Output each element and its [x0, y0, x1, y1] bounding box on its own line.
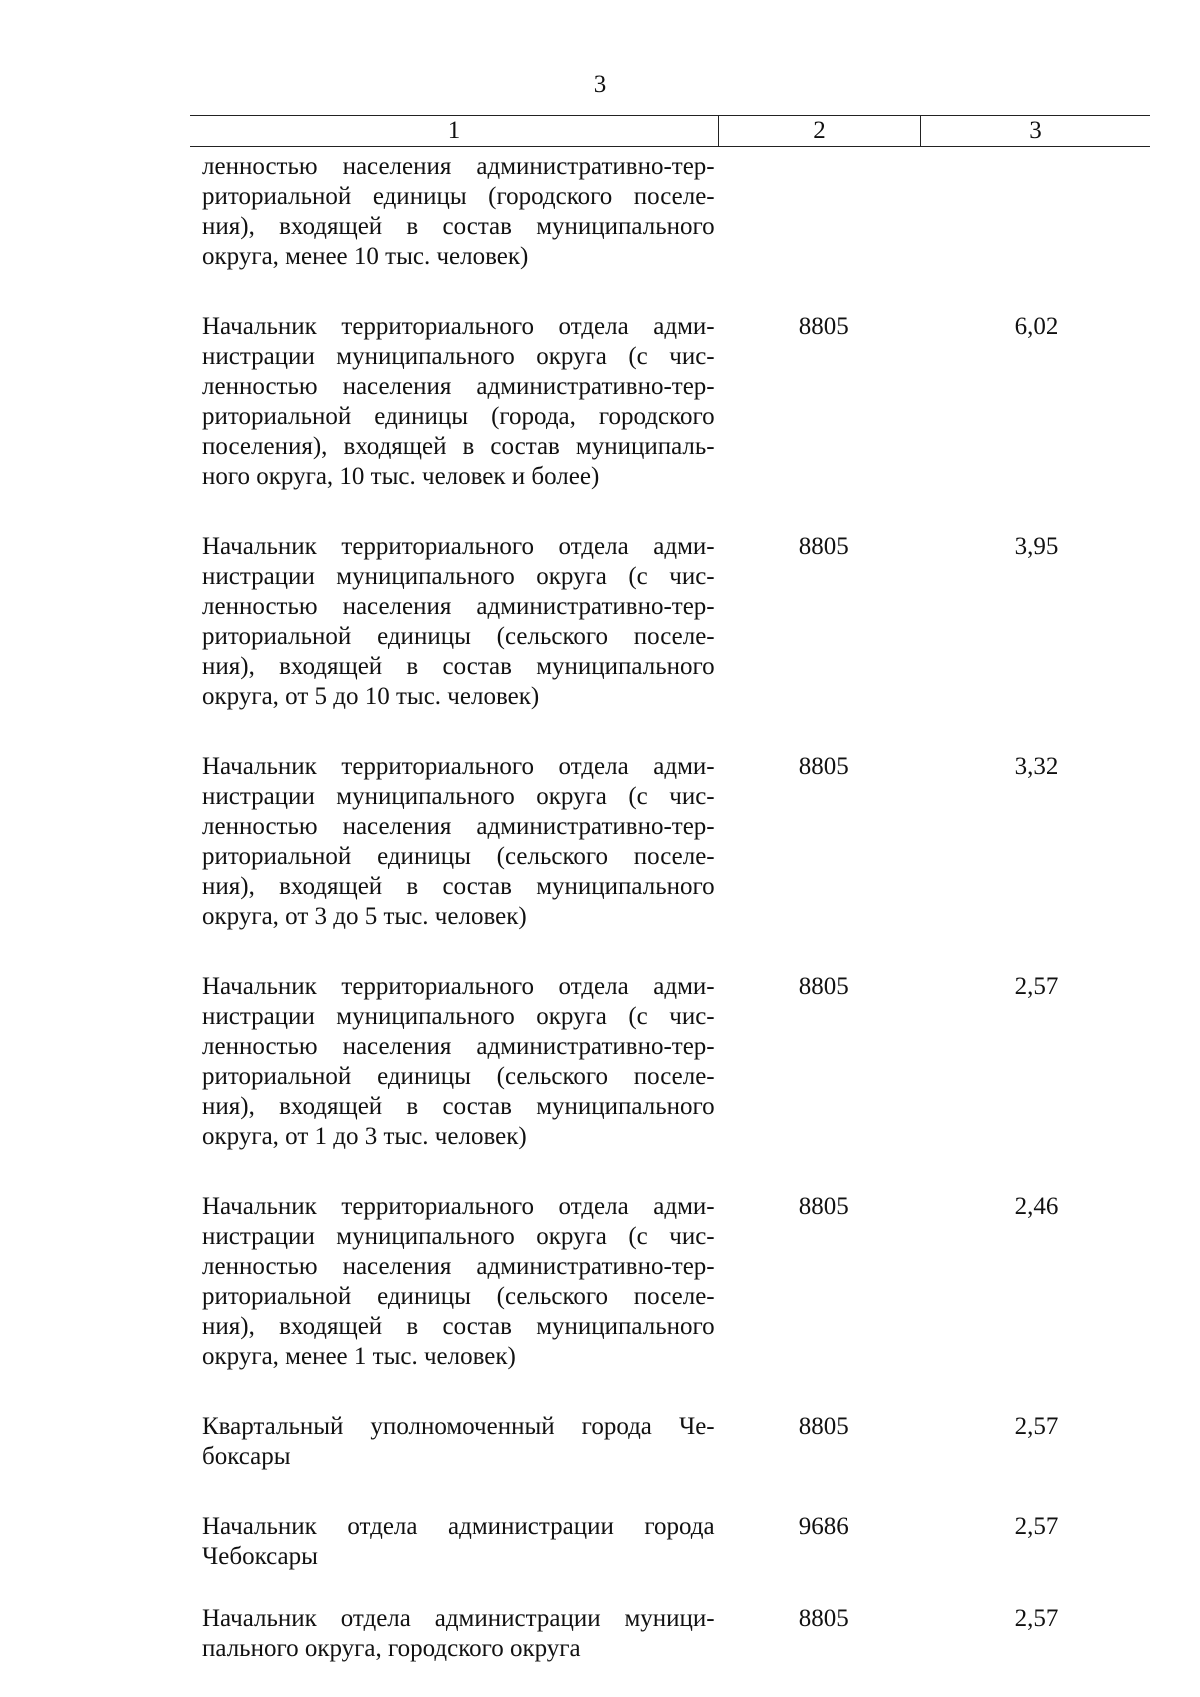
table-row	[190, 152, 1150, 272]
description-line: округа, менее 10 тыс. человек)	[202, 243, 529, 270]
table-row	[190, 972, 1150, 1152]
position-description	[190, 1192, 715, 1372]
position-description	[190, 312, 715, 492]
description-line: ленностью населения административно-тер-	[202, 1033, 715, 1060]
description-line: Начальник отдела администрации муници-	[202, 1605, 715, 1632]
salary-coefficient: 3,32	[1014, 753, 1059, 780]
description-line: риториальной единицы (города, городского	[202, 403, 715, 430]
description-line: поселения), входящей в состав муниципаль-	[202, 433, 715, 460]
table-header	[190, 115, 1150, 147]
description-line: ного округа, 10 тыс. человек и более)	[202, 463, 600, 490]
description-line: ленностью населения административно-тер-	[202, 373, 715, 400]
description-line: округа, от 1 до 3 тыс. человек)	[202, 1123, 527, 1150]
description-line: нистрации муниципального округа (с чис-	[202, 563, 715, 590]
description-line: Чебоксары	[202, 1543, 318, 1570]
description-line: боксары	[202, 1443, 291, 1470]
position-description	[190, 152, 715, 272]
table-row	[190, 752, 1150, 932]
salary-coefficient: 2,57	[1014, 1605, 1059, 1632]
salary-coefficient: 2,57	[1014, 1413, 1059, 1440]
table-row	[190, 1192, 1150, 1372]
description-line: округа, от 3 до 5 тыс. человек)	[202, 903, 527, 930]
salary-coefficient: 3,95	[1014, 533, 1059, 560]
description-line: Начальник территориального отдела адми-	[202, 533, 715, 560]
position-description	[190, 972, 715, 1152]
description-line: Начальник территориального отдела адми-	[202, 313, 715, 340]
salary-coefficient: 2,57	[1014, 1513, 1059, 1540]
description-line: ния), входящей в состав муниципального	[202, 1313, 715, 1340]
description-line: нистрации муниципального округа (с чис-	[202, 343, 715, 370]
description-line: риториальной единицы (сельского поселе-	[202, 623, 715, 650]
description-line: ния), входящей в состав муниципального	[202, 873, 715, 900]
position-code	[725, 152, 923, 272]
description-line: риториальной единицы (сельского поселе-	[202, 1283, 715, 1310]
description-line: риториальной единицы (городского поселе-	[202, 183, 715, 210]
salary-coefficient	[923, 152, 1150, 272]
description-line: ния), входящей в состав муниципального	[202, 1093, 715, 1120]
position-code: 9686	[798, 1513, 849, 1540]
description-line: округа, от 5 до 10 тыс. человек)	[202, 683, 540, 710]
page-number: 3	[593, 71, 607, 98]
position-description	[190, 532, 715, 712]
table-row	[190, 1604, 1150, 1664]
position-code: 8805	[798, 753, 849, 780]
position-description	[190, 1412, 715, 1472]
position-code: 8805	[798, 313, 849, 340]
description-line: округа, менее 1 тыс. человек)	[202, 1343, 516, 1370]
description-line: Квартальный уполномоченный города Че-	[202, 1413, 715, 1440]
description-line: Начальник отдела администрации города	[202, 1513, 715, 1540]
position-code: 8805	[798, 1413, 849, 1440]
position-code: 8805	[798, 533, 849, 560]
position-code: 8805	[798, 1605, 849, 1632]
description-line: ленностью населения административно-тер-	[202, 593, 715, 620]
description-line: ния), входящей в состав муниципального	[202, 213, 715, 240]
description-line: ленностью населения административно-тер-	[202, 813, 715, 840]
column-header-2: 2	[719, 116, 921, 146]
description-line: ния), входящей в состав муниципального	[202, 653, 715, 680]
description-line: Начальник территориального отдела адми-	[202, 1193, 715, 1220]
description-line: пального округа, городского округа	[202, 1635, 581, 1662]
description-line: нистрации муниципального округа (с чис-	[202, 1223, 715, 1250]
description-line: нистрации муниципального округа (с чис-	[202, 1003, 715, 1030]
column-header-1: 1	[190, 116, 719, 146]
position-code: 8805	[798, 1193, 849, 1220]
salary-coefficient: 2,46	[1014, 1193, 1059, 1220]
description-line: Начальник территориального отдела адми-	[202, 753, 715, 780]
salary-coefficient: 6,02	[1014, 313, 1059, 340]
table-row	[190, 312, 1150, 492]
table-row	[190, 532, 1150, 712]
table-body	[190, 152, 1150, 1696]
description-line: Начальник территориального отдела адми-	[202, 973, 715, 1000]
position-description	[190, 1512, 715, 1572]
description-line: ленностью населения административно-тер-	[202, 153, 715, 180]
position-description	[190, 1604, 715, 1664]
description-line: риториальной единицы (сельского поселе-	[202, 1063, 715, 1090]
table-row	[190, 1412, 1150, 1472]
description-line: нистрации муниципального округа (с чис-	[202, 783, 715, 810]
description-line: ленностью населения административно-тер-	[202, 1253, 715, 1280]
position-code: 8805	[798, 973, 849, 1000]
position-description	[190, 752, 715, 932]
description-line: риториальной единицы (сельского поселе-	[202, 843, 715, 870]
table-row	[190, 1512, 1150, 1572]
column-header-3: 3	[1029, 117, 1042, 144]
salary-coefficient: 2,57	[1014, 973, 1059, 1000]
